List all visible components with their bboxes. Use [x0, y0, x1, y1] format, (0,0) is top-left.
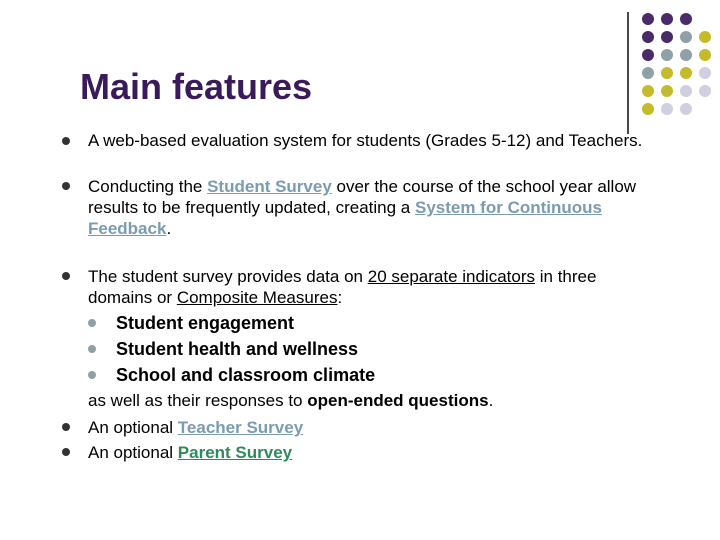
dot — [680, 13, 692, 25]
bullet-icon — [62, 182, 70, 190]
dot — [661, 13, 673, 25]
bullet-text: . — [166, 219, 172, 238]
dot — [699, 49, 711, 61]
dot — [680, 103, 692, 115]
sub-item — [88, 310, 658, 336]
bullet-item-4 — [88, 417, 658, 438]
open-ended-text: open-ended questions — [307, 391, 489, 410]
bullet-item-5 — [88, 442, 658, 463]
indicators-text: 20 separate indicators — [367, 267, 536, 286]
sub-item — [88, 336, 658, 362]
sub-bullet-icon — [88, 345, 96, 353]
sub-item — [88, 362, 658, 388]
sub-bullet-icon — [88, 371, 96, 379]
dot — [699, 31, 711, 43]
bullet-text: An optional — [88, 443, 178, 462]
divider-line — [627, 12, 629, 134]
dot — [642, 67, 654, 79]
student-survey-link[interactable]: Student Survey — [207, 177, 332, 196]
dot — [680, 49, 692, 61]
bullet-text: : — [337, 288, 343, 307]
sub-item-label: School and classroom climate — [116, 365, 376, 385]
bullet-icon — [62, 423, 70, 431]
dot — [680, 85, 692, 97]
bullet-text: Conducting the — [88, 177, 208, 196]
bullet-icon — [62, 137, 70, 145]
dot — [680, 31, 692, 43]
bullet-text: An optional — [88, 418, 178, 437]
bullet-item-2 — [88, 176, 658, 239]
dot — [642, 103, 654, 115]
dot — [642, 31, 654, 43]
parent-survey-link[interactable]: Parent Survey — [177, 443, 293, 462]
dot — [642, 49, 654, 61]
bullet-text: The student survey provides data on — [88, 267, 368, 286]
page-title: Main features — [80, 66, 313, 107]
dot — [642, 13, 654, 25]
sub-item-label: Student engagement — [116, 313, 295, 333]
composite-measures-text: Composite Measures — [176, 288, 338, 307]
dot — [699, 85, 711, 97]
bullet-text: . — [488, 391, 494, 410]
dot — [661, 49, 673, 61]
bullet-icon — [62, 448, 70, 456]
sub-bullet-icon — [88, 319, 96, 327]
bullet-item-3 — [88, 266, 658, 411]
teacher-survey-link[interactable]: Teacher Survey — [177, 418, 304, 437]
dot — [661, 103, 673, 115]
bullet-item-1 — [88, 130, 658, 151]
dot — [642, 85, 654, 97]
dot — [661, 67, 673, 79]
dot — [699, 67, 711, 79]
bullet-text: A web-based evaluation system for students (Grades 5-12) and Teachers. — [88, 131, 643, 150]
dot — [661, 85, 673, 97]
bullet-text: over the course of the school year allow results to be frequently updated, creating a — [88, 177, 637, 217]
continuous-feedback-link[interactable]: System for Continuous Feedback — [88, 198, 602, 238]
bullet-text: as well as their responses to — [88, 391, 308, 410]
dot — [661, 31, 673, 43]
bullet-text: in three domains or — [88, 267, 597, 307]
sub-item-label: Student health and wellness — [116, 339, 359, 359]
dot — [680, 67, 692, 79]
bullet-icon — [62, 272, 70, 280]
